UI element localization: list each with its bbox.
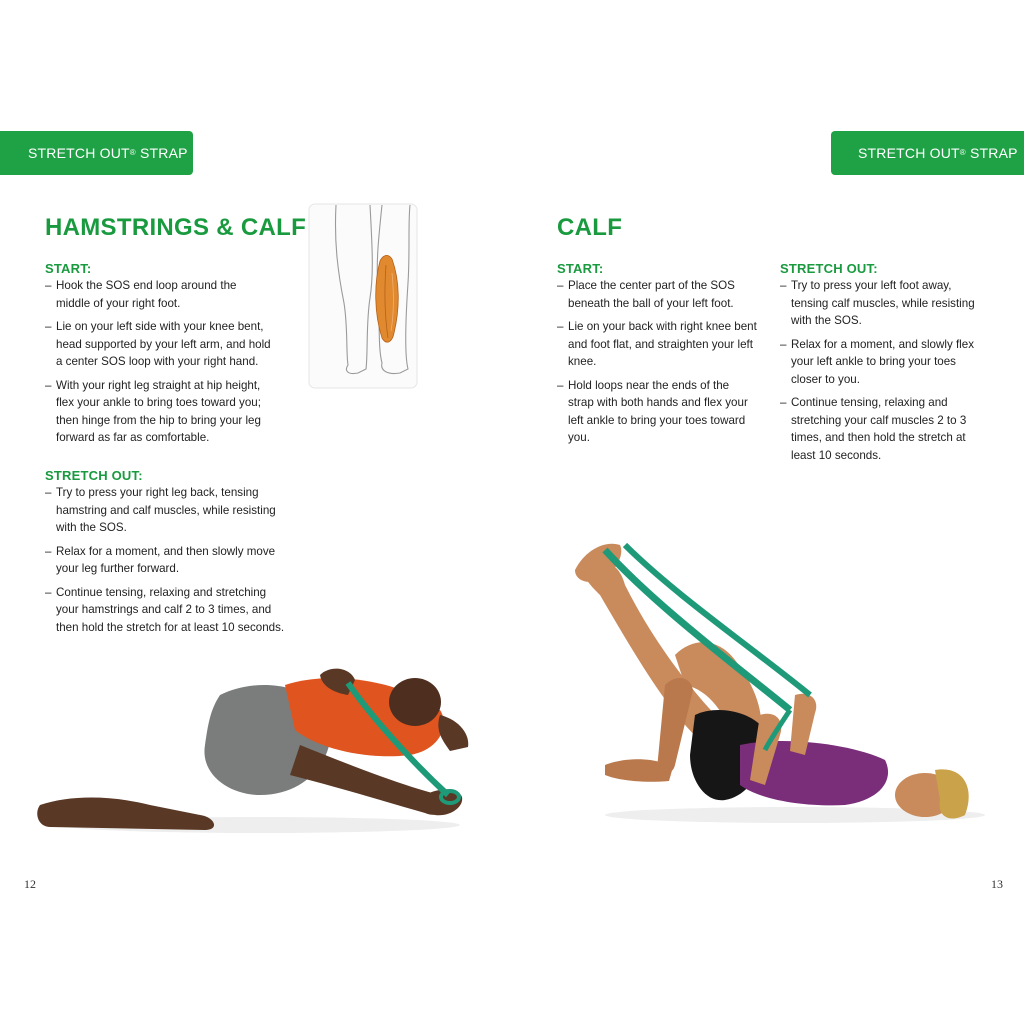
woman-calf-stretch-photo [565, 525, 985, 830]
stretch-heading-right: STRETCH OUT: [780, 261, 878, 276]
registered-mark: ® [129, 147, 136, 157]
calf-muscle-illustration [308, 203, 418, 389]
page-number-left: 12 [24, 877, 36, 891]
stretch-heading-left: STRETCH OUT: [45, 468, 143, 483]
stretch-steps-right [780, 277, 980, 470]
man-hamstring-stretch-photo [30, 655, 480, 840]
start-heading-left: START: [45, 261, 92, 276]
list-item: – Lie on your back with right knee bent and foot flat, and straighten your left knee. [557, 318, 757, 371]
list-item: – With your right leg straight at hip height, flex your ankle to bring toes toward you; then hinge from the hip to bring your leg forward as far as comfortable. [45, 377, 273, 447]
start-steps-left [45, 277, 273, 453]
section-tab-right [831, 131, 1024, 175]
list-item: – Continue tensing, relaxing and stretching your calf muscles 2 to 3 times, and then hold the stretch at least 10 seconds. [780, 394, 980, 464]
list-item: – Try to press your right leg back, tensing hamstring and calf muscles, while resisting with the SOS. [45, 484, 285, 537]
tab-label: STRETCH OUT [858, 145, 960, 161]
list-item: – Lie on your left side with your knee bent, head supported by your left arm, and hold a center SOS loop with your right hand. [45, 318, 273, 371]
list-item: – Continue tensing, relaxing and stretching your hamstrings and calf 2 to 3 times, and then hold the stretch for at least 10 seconds. [45, 584, 285, 637]
page-number-right: 13 [991, 877, 1003, 891]
tab-label: STRETCH OUT [28, 145, 130, 161]
list-item: – Hold loops near the ends of the strap with both hands and flex your left ankle to bring your toes toward you. [557, 377, 757, 447]
tab-label-suffix: STRAP [965, 145, 1018, 161]
list-item: – Place the center part of the SOS beneath the ball of your left foot. [557, 277, 757, 312]
start-heading-right: START: [557, 261, 604, 276]
list-item: – Try to press your left foot away, tensing calf muscles, while resisting with the SOS. [780, 277, 980, 330]
page-title-calf: CALF [557, 214, 623, 241]
list-item: – Relax for a moment, and then slowly move your leg further forward. [45, 543, 285, 578]
tab-label-suffix: STRAP [135, 145, 188, 161]
page-title-hamstrings-calf: HAMSTRINGS & CALF [45, 214, 307, 241]
section-tab-left [0, 131, 193, 175]
start-steps-right [557, 277, 757, 453]
stretch-steps-left [45, 484, 285, 642]
list-item: – Relax for a moment, and slowly flex your left ankle to bring your toes closer to you. [780, 336, 980, 389]
registered-mark: ® [959, 147, 966, 157]
list-item: – Hook the SOS end loop around the middle of your right foot. [45, 277, 273, 312]
